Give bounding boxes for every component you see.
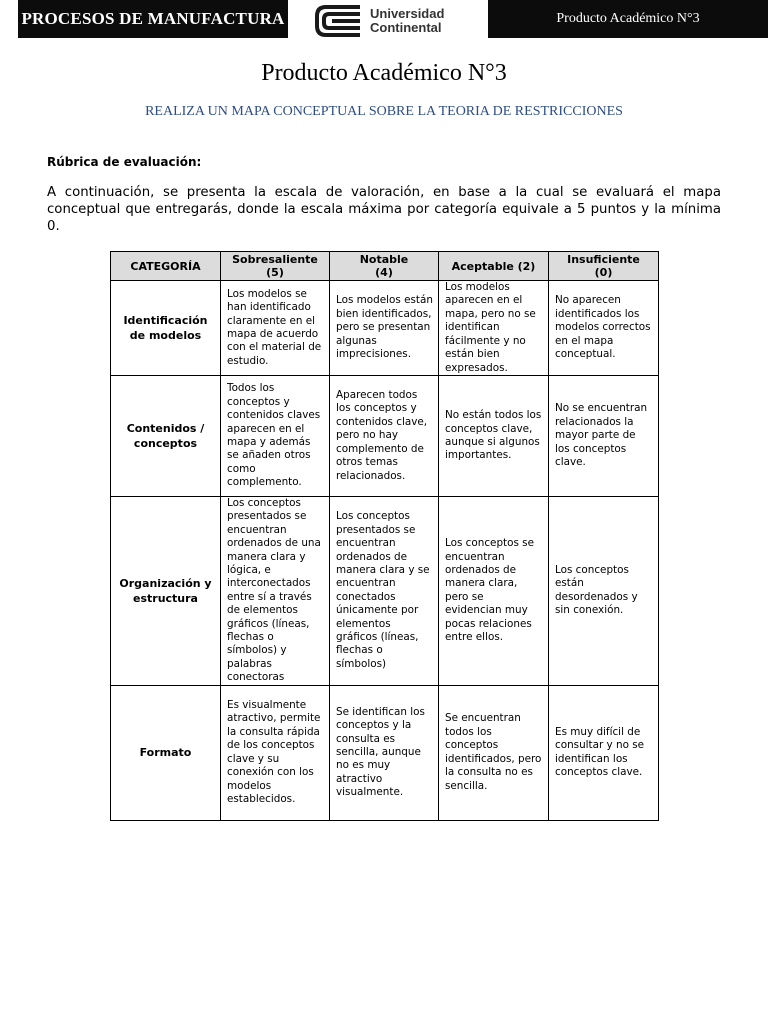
table-row [111, 685, 659, 820]
criterion-cell: Los conceptos se encuentran ordenados de manera clara, pero se evidencian muy pocas relaciones entre ellos. [439, 497, 549, 686]
criterion-cell: Es visualmente atractivo, permite la consulta rápida de los conceptos clave y su conexión con los modelos establecidos. [221, 685, 330, 820]
score-5: (5) [266, 266, 284, 279]
university-logo [312, 2, 444, 40]
score-0: (0) [594, 266, 613, 279]
header-notable: Notable (4) [330, 252, 439, 281]
header-course-label [18, 0, 288, 38]
criterion-cell: Los modelos están bien identificados, pero se presentan algunas imprecisiones. [330, 281, 439, 376]
course-name: PROCESOS DE MANUFACTURA [21, 9, 285, 28]
header-aceptable: Aceptable (2) [439, 252, 549, 281]
document-title: Producto Académico N°3 [261, 60, 507, 86]
rubric-header-row [111, 252, 659, 281]
criterion-cell: No aparecen identificados los modelos correctos en el mapa conceptual. [549, 281, 659, 376]
category-cell: Identificación de modelos [111, 281, 221, 376]
university-logo-text [370, 7, 444, 35]
rubric-heading: Rúbrica de evaluación: [47, 155, 202, 169]
table-row [111, 281, 659, 376]
criterion-cell: Los conceptos presentados se encuentran ordenados de manera clara y se encuentran conectados únicamente por elementos gráficos (líneas, flechas o símbolos) [330, 497, 439, 686]
table-row [111, 497, 659, 686]
criterion-cell: Los modelos aparecen en el mapa, pero no se identifican fácilmente y no están bien expresados. [439, 281, 549, 376]
criterion-cell: Los conceptos presentados se encuentran ordenados de una manera clara y lógica, e interconectados entre sí a través de elementos gráficos (líneas, flechas o símbolos) y palabras conectoras [221, 497, 330, 686]
logo-line-2: Continental [370, 20, 442, 35]
rubric-table [110, 251, 659, 821]
document-subtitle: REALIZA UN MAPA CONCEPTUAL SOBRE LA TEORIA DE RESTRICCIONES [145, 104, 623, 119]
criterion-cell: Los modelos se han identificado claramente en el mapa de acuerdo con el material de estudio. [221, 281, 330, 376]
category-cell: Formato [111, 685, 221, 820]
criterion-cell: Aparecen todos los conceptos y contenidos clave, pero no hay complemento de otros temas relacionados. [330, 376, 439, 497]
logo-line-1: Universidad [370, 6, 445, 21]
header-categoria: CATEGORÍA [111, 252, 221, 281]
category-cell: Organización y estructura [111, 497, 221, 686]
criterion-cell: Es muy difícil de consultar y no se identifican los conceptos clave. [549, 685, 659, 820]
header-sobresaliente: Sobresaliente (5) [221, 252, 330, 281]
criterion-cell: Se identifican los conceptos y la consulta es sencilla, aunque no es muy atractivo visualmente. [330, 685, 439, 820]
score-4: (4) [375, 266, 393, 279]
criterion-cell: Los conceptos están desordenados y sin conexión. [549, 497, 659, 686]
criterion-cell: Todos los conceptos y contenidos claves aparecen en el mapa y además se añaden otros como complemento. [221, 376, 330, 497]
intro-paragraph: A continuación, se presenta la escala de valoración, en base a la cual se evaluará el mapa conceptual que entregarás, donde la escala máxima por categoría equivale a 5 puntos y la mínima 0. [47, 185, 721, 234]
criterion-cell: No están todos los conceptos clave, aunque si algunos importantes. [439, 376, 549, 497]
header-product-label [488, 0, 768, 38]
table-row [111, 376, 659, 497]
category-cell: Contenidos / conceptos [111, 376, 221, 497]
university-logo-icon [312, 2, 364, 40]
criterion-cell: Se encuentran todos los conceptos identificados, pero la consulta no es sencilla. [439, 685, 549, 820]
product-name: Producto Académico N°3 [556, 11, 700, 26]
criterion-cell: No se encuentran relacionados la mayor parte de los conceptos clave. [549, 376, 659, 497]
header-insuficiente: Insuficiente (0) [549, 252, 659, 281]
